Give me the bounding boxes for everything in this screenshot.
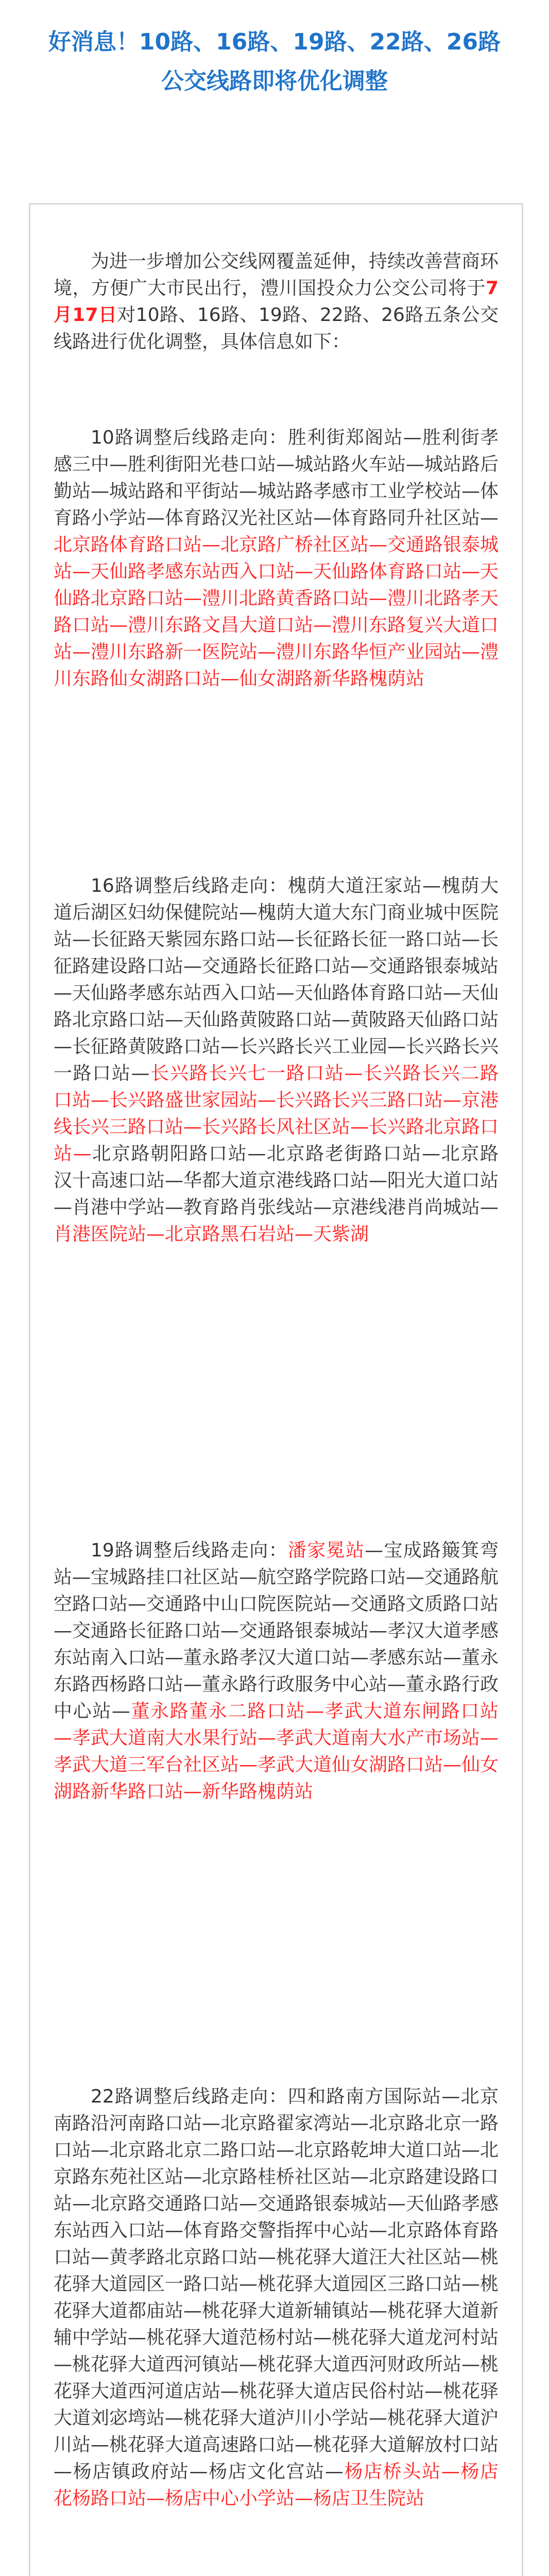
route-10-paragraph — [54, 425, 499, 692]
route-22-paragraph — [54, 2083, 499, 2512]
article-title — [0, 23, 549, 101]
intro-text-post: 对10路、16路、19路、22路、26路五条公交线路进行优化调整，具体信息如下： — [54, 304, 499, 352]
route-10-adjusted: 北京路体育路口站—北京路广桥社区站—交通路银泰城站—天仙路孝感东站西入口站—天仙路体育路口站—天仙路北京路口站—澧川北路黄香路口站—澧川北路孝天路口站—澧川东路文昌大道口站—澧川东路复兴大道口站—澧川东路新一医院站—澧川东路华恒产业园站—澧川东路仙女湖路口站—仙女湖路新华路槐荫站 — [54, 534, 499, 689]
route-16-unchanged: 16路调整后线路走向：槐荫大道汪家站—槐荫大道后湖区妇幼保健院站—槐荫大道大东门商业城中医院站—长征路天紫园东路口站—长征路长征一路口站—长征路建设路口站—交通路长征路口站—交通路银泰城站—天仙路孝感东站西入口站—天仙路体育路口站—天仙路北京路口站—天仙路黄陂路口站—黄陂路天仙路口站—长征路黄陂路口站—长兴路长兴工业园—长兴路长兴一路口站— — [54, 875, 499, 1084]
route-22-adjusted: 杨店桥头站—杨店花杨路口站—杨店中心小学站—杨店卫生院站 — [54, 2461, 499, 2509]
intro-text-pre: 为进一步增加公交线网覆盖延伸，持续改善营商环境，方便广大市民出行，澧川国投众力公交公司将于 — [54, 251, 499, 299]
route-19-unchanged: —宝成路簸箕弯站—宝城路挂口社区站—航空路学院路口站—交通路航空路口站—交通路中山口院医院站—交通路文质路口站—交通路长征路口站—交通路银泰城站—孝汉大道孝感东站南入口站—董永路孝汉大道口站—孝感东站—董永东路西杨路口站—董永路行政服务中心站—董永路行政中心站— — [54, 1540, 499, 1722]
route-10-unchanged: 10路调整后线路走向：胜利街郑阁站—胜利街孝感三中—胜利街阳光巷口站—城站路火车站—城站路后勤站—城站路和平街站—城站路孝感市工业学校站—体育路小学站—体育路汉光社区站—体育路同升社区站— — [54, 427, 499, 529]
route-19-paragraph — [54, 1537, 499, 1805]
route-16-adjusted-1: 长兴路长兴七一路口站—长兴路长兴二路口站—长兴路盛世家园站—长兴路长兴三路口站—京港线长兴三路口站—长兴路长风社区站—长兴路北京路口站— — [54, 1063, 499, 1164]
route-19-heading: 19路调整后线路走向： — [91, 1540, 288, 1561]
route-22-unchanged: 22路调整后线路走向：四和路南方国际站—北京南路沿河南路口站—北京路翟家湾站—北京路北京一路口站—北京路北京二路口站—北京路乾坤大道口站—北京路东苑社区站—北京路桂桥社区站—北京路建设路口站—北京路交通路口站—交通路银泰城站—天仙路孝感东站西入口站—体育路交警指挥中心站—北京路体育路口站—黄孝路北京路口站—桃花驿大道汪大社区站—桃花驿大道园区一路口站—桃花驿大道园区三路口站—桃花驿大道都庙站—桃花驿大道新辅镇站—桃花驿大道新辅中学站—桃花驿大道范杨村站—桃花驿大道龙河村站—桃花驿大道西河镇站—桃花驿大道西河财政所站—桃花驿大道西河道店站—桃花驿大道店民俗村站—桃花驿大道刘宓塆站—桃花驿大道泸川小学站—桃花驿大道沪川站—桃花驿大道高速路口站—桃花驿大道解放村口站—杨店镇政府站—杨店文化宫站— — [54, 2086, 499, 2482]
adjustment-date: 7月17日 — [54, 278, 499, 326]
title-line-1: 好消息！10路、16路、19路、22路、26路 — [48, 29, 501, 55]
title-line-2: 公交线路即将优化调整 — [161, 68, 388, 94]
route-16-paragraph — [54, 873, 499, 1248]
route-19-adjusted-2: 董永路董永二路口站—孝武大道东闸路口站—孝武大道南大水果行站—孝武大道南大水产市场站—孝武大道三军台社区站—孝武大道仙女湖路口站—仙女湖路新华路口站—新华路槐荫站 — [54, 1701, 499, 1802]
route-16-unchanged-2: 北京路朝阳路口站—北京路老街路口站—北京路汉十高速口站—华都大道京港线路口站—阳光大道口站—肖港中学站—教育路肖张线站—京港线港肖尚城站— — [54, 1143, 499, 1218]
route-16-adjusted-2: 肖港医院站—北京路黑石岩站—天紫湖 — [54, 1224, 369, 1245]
intro-paragraph — [54, 248, 499, 355]
route-19-adjusted-1: 潘家冕站 — [287, 1540, 365, 1561]
